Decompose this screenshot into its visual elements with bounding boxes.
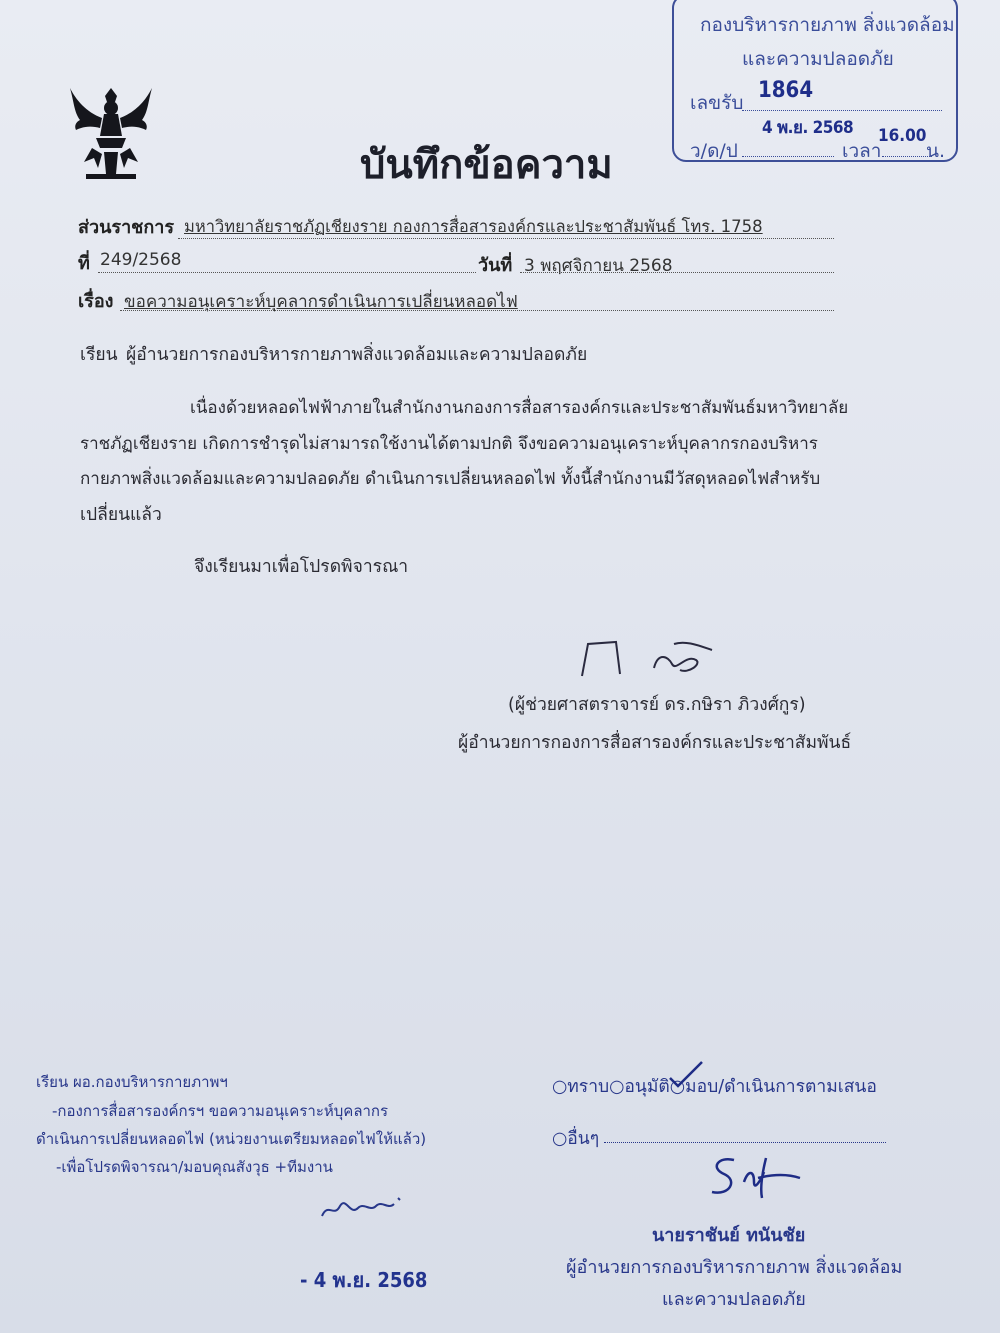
- number-dotted-line: [98, 272, 476, 273]
- memo-title: บันทึกข้อความ: [360, 142, 613, 188]
- stamp-date-label: ว/ด/ป: [690, 140, 738, 162]
- to-value: ผู้อำนวยการกองบริหารกายภาพสิ่งแวดล้อมและความปลอดภัย: [126, 345, 588, 365]
- approver-title-1: ผู้อำนวยการกองบริหารกายภาพ สิ่งแวดล้อม: [566, 1257, 903, 1278]
- garuda-emblem-icon: [66, 82, 156, 182]
- department-value: มหาวิทยาลัยราชภัฏเชียงราย กองการสื่อสารองค์กรและประชาสัมพันธ์ โทร. 1758: [184, 217, 763, 236]
- body-line-2: ราชภัฏเชียงราย เกิดการชำรุดไม่สามารถใช้งานได้ตามปกติ จึงขอความอนุเคราะห์บุคลากรกองบริหาร: [80, 434, 818, 454]
- approval-check-mark: [666, 1060, 706, 1090]
- stamp-date-line: [742, 136, 834, 157]
- stamp-line-1: กองบริหารกายภาพ สิ่งแวดล้อม: [700, 14, 955, 36]
- body-line-3: กายภาพสิ่งแวดล้อมและความปลอดภัย ดำเนินการเปลี่ยนหลอดไฟ ทั้งนี้สำนักงานมีวัสดุหลอดไฟสำหรับ: [80, 469, 821, 489]
- note-line-4: -เพื่อโปรดพิจารณา/มอบคุณสังวุธ +ทีมงาน: [56, 1158, 333, 1176]
- stamp-line-2: และความปลอดภัย: [742, 48, 894, 70]
- approver-title-2: และความปลอดภัย: [662, 1289, 806, 1310]
- receive-stamp: [672, 0, 958, 162]
- approval-options: ○ทราบ○อนุมัติ○มอบ/ดำเนินการตามเสนอ: [552, 1077, 877, 1097]
- stamp-time-label: เวลา: [842, 140, 882, 162]
- number-value: 249/2568: [100, 250, 182, 270]
- approval-other-label: ○อื่นๆ: [552, 1129, 600, 1149]
- approver-signature: [704, 1152, 804, 1202]
- approver-name: นายราชันย์ ทนันชัย: [652, 1225, 806, 1246]
- date-value: 3 พฤศจิกายน 2568: [524, 256, 673, 276]
- body-line-1: เนื่องด้วยหลอดไฟฟ้าภายในสำนักงานกองการสื่อสารองค์กรและประชาสัมพันธ์มหาวิทยาลัย: [190, 398, 849, 418]
- note-date: - 4 พ.ย. 2568: [300, 1268, 428, 1292]
- sender-signature: [576, 634, 726, 684]
- department-dotted-line: [178, 238, 834, 239]
- body-line-4: เปลี่ยนแล้ว: [80, 505, 162, 525]
- subject-dotted-line: [120, 310, 834, 311]
- signer-name: (ผู้ช่วยศาสตราจารย์ ดร.กษิรา ภิวงศ์กูร): [508, 695, 806, 715]
- stamp-receive-label: เลขรับ: [690, 92, 744, 114]
- note-signature: [318, 1188, 408, 1224]
- signer-title: ผู้อำนวยการกองการสื่อสารองค์กรและประชาสัมพันธ์: [458, 733, 852, 753]
- stamp-receive-number: 1864: [758, 78, 814, 103]
- subject-label: เรื่อง: [78, 291, 114, 312]
- approval-other-dotted-line: [604, 1142, 886, 1143]
- date-dotted-line: [520, 272, 834, 273]
- note-line-2: -กองการสื่อสารองค์กรฯ ขอความอนุเคราะห์บุคลากร: [52, 1102, 389, 1120]
- stamp-date-value: 4 พ.ย. 2568: [762, 118, 854, 138]
- subject-value: ขอความอนุเคราะห์บุคลากรดำเนินการเปลี่ยนหลอดไฟ: [124, 292, 518, 312]
- number-label: ที่: [78, 253, 90, 274]
- closing-line: จึงเรียนมาเพื่อโปรดพิจารณา: [194, 557, 409, 577]
- note-line-1: เรียน ผอ.กองบริหารกายภาพฯ: [36, 1073, 228, 1091]
- department-label: ส่วนราชการ: [78, 217, 175, 238]
- date-label: วันที่: [478, 255, 513, 276]
- stamp-time-value: 16.00: [878, 126, 927, 146]
- note-line-3: ดำเนินการเปลี่ยนหลอดไฟ (หน่วยงานเตรียมหลอดไฟให้แล้ว): [36, 1130, 427, 1148]
- stamp-time-unit: น.: [926, 140, 946, 162]
- to-label: เรียน: [80, 345, 118, 365]
